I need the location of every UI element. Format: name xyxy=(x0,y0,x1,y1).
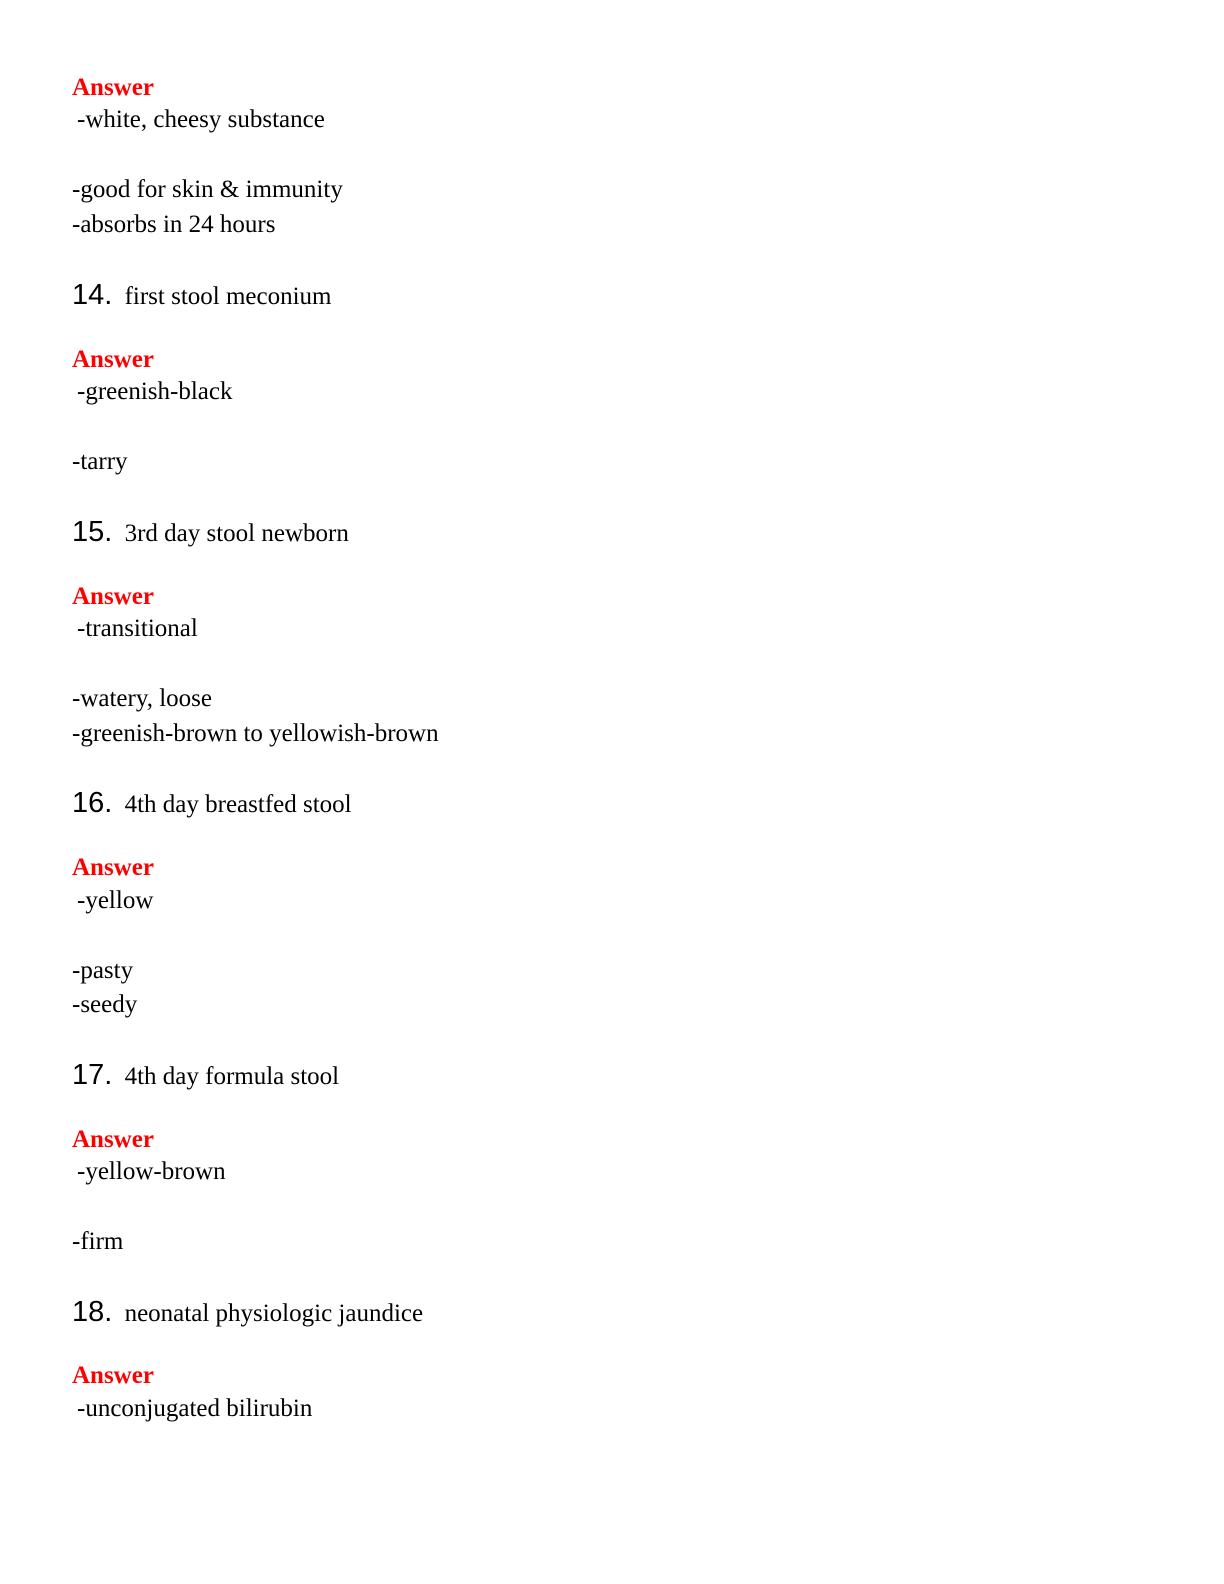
answer-line: -white, cheesy substance xyxy=(77,106,325,133)
answer-label: Answer xyxy=(72,1126,154,1153)
question-text: 3rd day stool newborn xyxy=(124,520,349,547)
answer-label: Answer xyxy=(72,1362,154,1389)
answer-line: -greenish-brown to yellowish-brown xyxy=(72,720,439,747)
question-number: 18. xyxy=(72,1296,113,1328)
question-number: 15. xyxy=(72,516,113,548)
answer-line: -pasty xyxy=(72,957,134,984)
answer-line: -watery, loose xyxy=(72,685,212,712)
answer-line: -yellow-brown xyxy=(77,1158,226,1185)
answer-label: Answer xyxy=(72,854,154,881)
question-17 xyxy=(72,1060,339,1092)
question-number: 14. xyxy=(72,279,113,311)
question-text: 4th day breastfed stool xyxy=(124,791,352,818)
answer-line: -greenish-black xyxy=(77,378,233,405)
answer-line: -seedy xyxy=(72,991,138,1018)
answer-line: -absorbs in 24 hours xyxy=(72,211,276,238)
question-15 xyxy=(72,517,349,549)
question-text: neonatal physiologic jaundice xyxy=(124,1300,424,1327)
answer-label: Answer xyxy=(72,74,154,101)
answer-line: -unconjugated bilirubin xyxy=(77,1395,313,1422)
question-text: first stool meconium xyxy=(124,283,332,310)
question-18 xyxy=(72,1297,423,1329)
answer-line: -transitional xyxy=(77,615,198,642)
question-16 xyxy=(72,788,352,820)
answer-line: -yellow xyxy=(77,887,154,914)
question-14 xyxy=(72,280,332,312)
question-number: 16. xyxy=(72,787,113,819)
question-text: 4th day formula stool xyxy=(124,1063,340,1090)
answer-line: -good for skin & immunity xyxy=(72,176,343,203)
answer-label: Answer xyxy=(72,346,154,373)
question-number: 17. xyxy=(72,1059,113,1091)
answer-line: -firm xyxy=(72,1228,124,1255)
answer-line: -tarry xyxy=(72,448,128,475)
answer-label: Answer xyxy=(72,583,154,610)
